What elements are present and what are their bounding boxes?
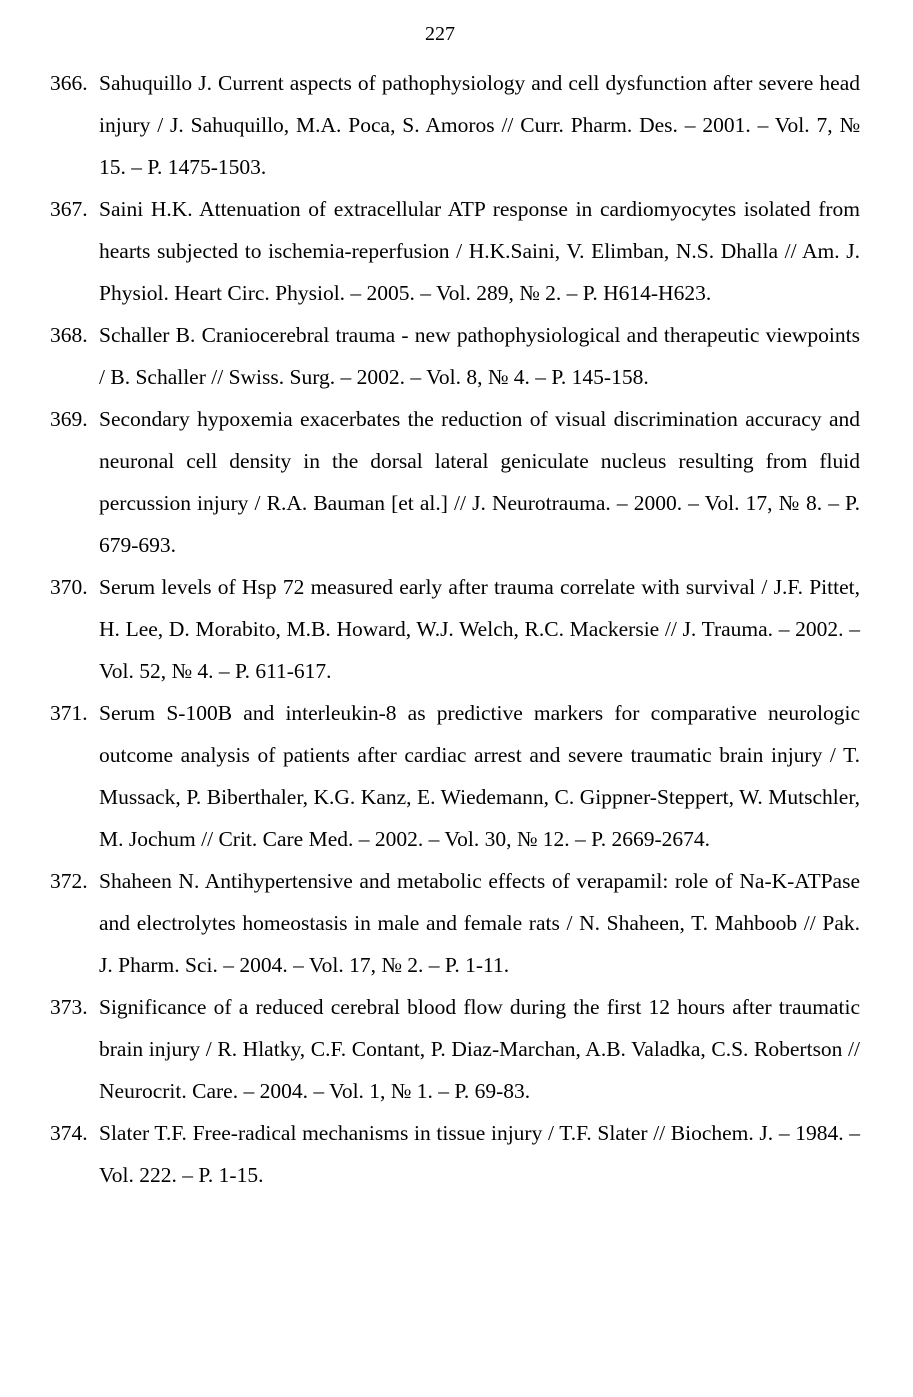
reference-number: 372.	[50, 869, 88, 893]
reference-number: 368.	[50, 323, 88, 347]
reference-item	[50, 986, 860, 1112]
reference-item	[50, 1112, 860, 1196]
reference-text: Saini H.K. Attenuation of extracellular ATP response in cardiomyocytes isolated from hearts subjected to ischemia-reperfusion / H.K.Saini, V. Elimban, N.S. Dhalla // Am. J. Physiol. Heart Circ. Physiol. – 2005. – Vol. 289, № 2. – P. H614-H623.	[99, 197, 860, 305]
reference-number: 374.	[50, 1121, 88, 1145]
reference-text: Slater T.F. Free-radical mechanisms in tissue injury / T.F. Slater // Biochem. J. – 1984. – Vol. 222. – P. 1-15.	[99, 1121, 860, 1187]
reference-item	[50, 62, 860, 188]
reference-text: Shaheen N. Antihypertensive and metabolic effects of verapamil: role of Na-K-ATPase and electrolytes homeostasis in male and female rats / N. Shaheen, T. Mahboob // Pak. J. Pharm. Sci. – 2004. – Vol. 17, № 2. – P. 1-11.	[99, 869, 860, 977]
reference-number: 370.	[50, 575, 88, 599]
reference-item	[50, 398, 860, 566]
reference-text: Sahuquillo J. Current aspects of pathophysiology and cell dysfunction after severe head injury / J. Sahuquillo, M.A. Poca, S. Amoros // Curr. Pharm. Des. – 2001. – Vol. 7, № 15. – P. 1475-1503.	[99, 71, 860, 179]
reference-item	[50, 566, 860, 692]
reference-list	[50, 62, 860, 1196]
reference-item	[50, 314, 860, 398]
reference-text: Schaller B. Craniocerebral trauma - new pathophysiological and therapeutic viewpoints / B. Schaller // Swiss. Surg. – 2002. – Vol. 8, № 4. – P. 145-158.	[99, 323, 860, 389]
reference-item	[50, 692, 860, 860]
page-number: 227	[425, 23, 455, 45]
reference-number: 373.	[50, 995, 88, 1019]
reference-number: 369.	[50, 407, 88, 431]
reference-item	[50, 188, 860, 314]
reference-number: 371.	[50, 701, 88, 725]
reference-number: 366.	[50, 71, 88, 95]
reference-text: Significance of a reduced cerebral blood flow during the first 12 hours after traumatic brain injury / R. Hlatky, C.F. Contant, P. Diaz-Marchan, A.B. Valadka, C.S. Robertson // Neurocrit. Care. – 2004. – Vol. 1, № 1. – P. 69-83.	[99, 995, 860, 1103]
reference-number: 367.	[50, 197, 88, 221]
reference-item	[50, 860, 860, 986]
reference-text: Secondary hypoxemia exacerbates the reduction of visual discrimination accuracy and neuronal cell density in the dorsal lateral geniculate nucleus resulting from fluid percussion injury / R.A. Bauman [et al.] // J. Neurotrauma. – 2000. – Vol. 17, № 8. – P. 679-693.	[99, 407, 860, 557]
reference-text: Serum S-100B and interleukin-8 as predictive markers for comparative neurologic outcome analysis of patients after cardiac arrest and severe traumatic brain injury / T. Mussack, P. Biberthaler, K.G. Kanz, E. Wiedemann, C. Gippner-Steppert, W. Mutschler, M. Jochum // Crit. Care Med. – 2002. – Vol. 30, № 12. – P. 2669-2674.	[99, 701, 860, 851]
reference-text: Serum levels of Hsp 72 measured early after trauma correlate with survival / J.F. Pittet, H. Lee, D. Morabito, M.B. Howard, W.J. Welch, R.C. Mackersie // J. Trauma. – 2002. – Vol. 52, № 4. – P. 611-617.	[99, 575, 860, 683]
